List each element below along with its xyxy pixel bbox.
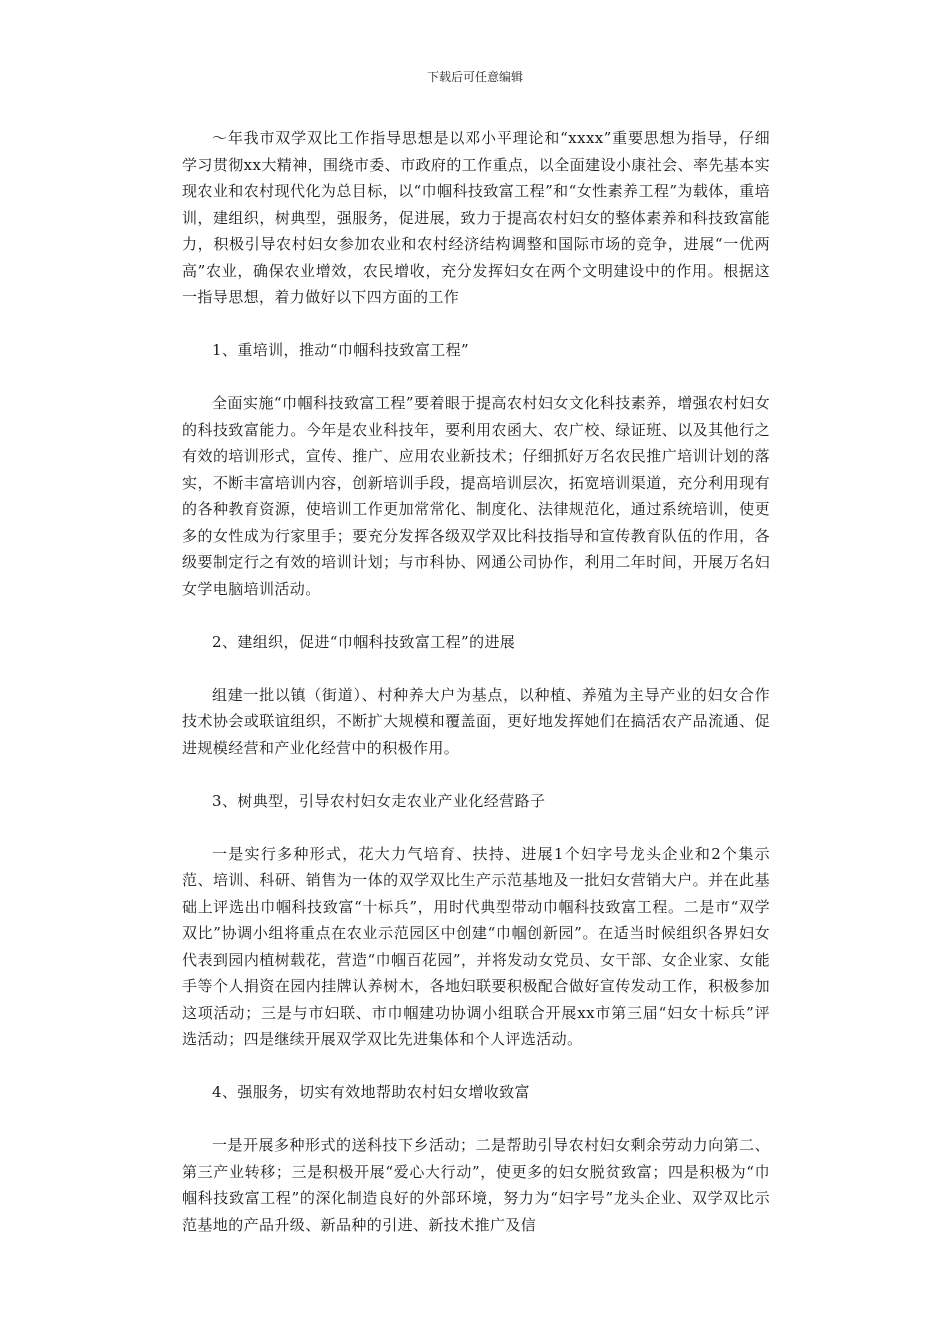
section-body-1: 全面实施“巾帼科技致富工程”要着眼于提高农村妇女文化科技素养，增强农村妇女的科技致富能力。今年是农业科技年，要利用农函大、农广校、绿证班、以及其他行之有效的培训形式，宣传、推广、应用农业新技术；仔细抓好万名农民推广培训计划的落实，不断丰富培训内容，创新培训手段，提高培训层次，拓宽培训渠道，充分利用现有的各种教育资源，使培训工作更加常常化、制度化、法律规范化，通过系统培训，使更多的女性成为行家里手；要充分发挥各级双学双比科技指导和宣传教育队伍的作用，各级要制定行之有效的培训计划；与市科协、网通公司协作，利用二年时间，开展万名妇女学电脑培训活动。 <box>182 394 770 598</box>
section-body-2: 组建一批以镇（街道）、村种养大户为基点，以种植、养殖为主导产业的妇女合作技术协会或联谊组织，不断扩大规模和覆盖面，更好地发挥她们在搞活农产品流通、促进规模经营和产业化经营中的积极作用。 <box>182 685 770 757</box>
section-body-3: 一是实行多种形式，花大力气培育、扶持、进展1个妇字号龙头企业和2个集示范、培训、科研、销售为一体的双学双比生产示范基地及一批妇女营销大户。并在此基础上评选出巾帼科技致富“十标兵”，用时代典型带动巾帼科技致富工程。二是市“双学双比”协调小组将重点在农业示范园区中创建“巾帼创新园”。在适当时候组织各界妇女代表到园内植树载花，营造“巾帼百花园”，并将发动女党员、女干部、女企业家、女能手等个人捐资在园内挂牌认养树木，各地妇联要积极配合做好宣传发动工作，积极参加这项活动；三是与市妇联、市巾帼建功协调小组联合开展xx市第三届“妇女十标兵”评选活动；四是继续开展双学双比先进集体和个人评选活动。 <box>182 844 770 1048</box>
page-header: 下载后可任意编辑 <box>426 70 523 84</box>
section-heading-2: 2、建组织，促进“巾帼科技致富工程”的进展 <box>212 632 516 651</box>
section-heading-4: 4、强服务，切实有效地帮助农村妇女增收致富 <box>212 1083 530 1101</box>
document-body <box>182 125 770 1238</box>
intro-paragraph: ～年我市双学双比工作指导思想是以邓小平理论和“xxxx”重要思想为指导，仔细学习贯彻xx大精神，围绕市委、市政府的工作重点，以全面建设小康社会、率先基本实现农业和农村现代化为总目标，以“巾帼科技致富工程”和“女性素养工程”为载体，重培训，建组织，树典型，强服务，促进展，致力于提高农村妇女的整体素养和科技致富能力，积极引导农村妇女参加农业和农村经济结构调整和国际市场的竞争，进展“一优两高”农业，确保农业增效，农民增收，充分发挥妇女在两个文明建设中的作用。根据这一指导思想，着力做好以下四方面的工作 <box>182 129 770 306</box>
section-body-4: 一是开展多种形式的送科技下乡活动；二是帮助引导农村妇女剩余劳动力向第二、第三产业转移；三是积极开展“爱心大行动”，使更多的妇女脱贫致富；四是积极为“巾帼科技致富工程”的深化制造良好的外部环境，努力为“妇字号”龙头企业、双学双比示范基地的产品升级、新品种的引进、新技术推广及信 <box>182 1136 770 1234</box>
section-heading-1: 1、重培训，推动“巾帼科技致富工程” <box>212 341 470 359</box>
section-heading-3: 3、树典型，引导农村妇女走农业产业化经营路子 <box>212 791 546 810</box>
